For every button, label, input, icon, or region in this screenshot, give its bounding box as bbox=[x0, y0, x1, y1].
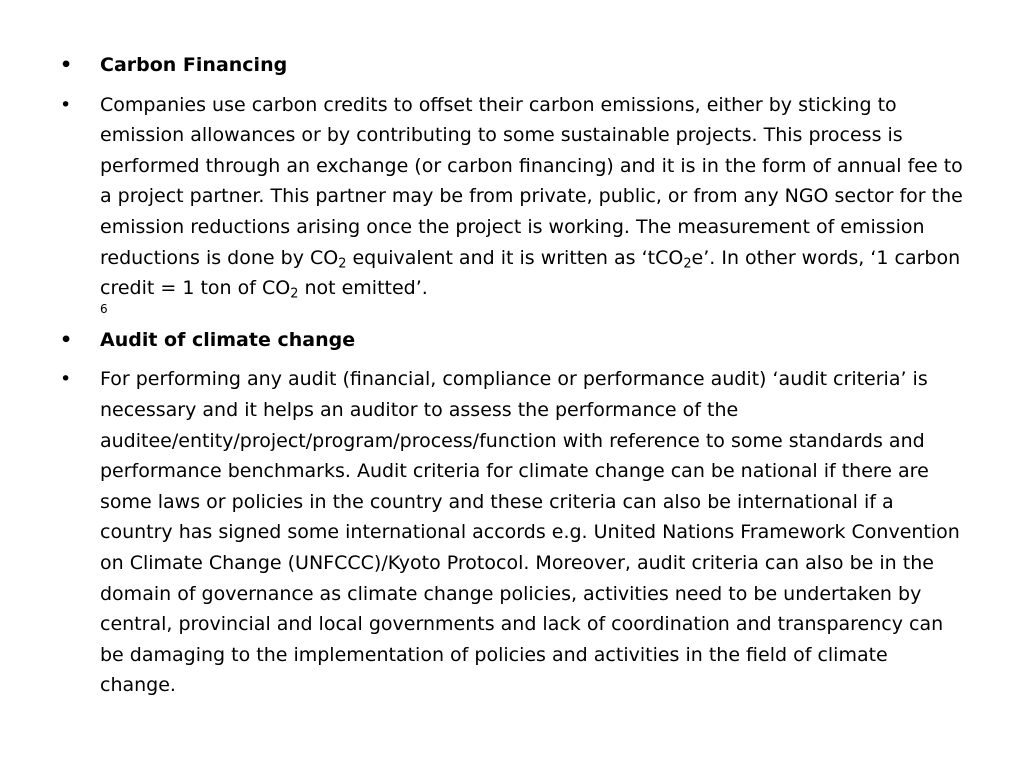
paragraph-text-part4: not emitted’. bbox=[298, 277, 428, 300]
paragraph-text-part1: Companies use carbon credits to offset their carbon emissions, either by sticking to emission allowances or by contributing to some sustainable projects. This process is performed through an exchange (or carbon financing) and it is in the form of annual fee to a project partner. This partner may be from private, public, or from any NGO sector for the emission reductions arising once the project is working. The measurement of emission reductions is done by CO bbox=[100, 93, 963, 269]
paragraph-text-part2: equivalent and it is written as ‘tCO bbox=[346, 246, 684, 269]
section-heading-carbon-financing bbox=[60, 50, 965, 81]
bullet-list bbox=[60, 50, 965, 701]
section-paragraph-carbon-financing bbox=[60, 90, 965, 316]
heading-text: Audit of climate change bbox=[100, 328, 356, 351]
section-paragraph-audit-of-climate-change bbox=[60, 364, 965, 701]
footnote-reference: 6 bbox=[100, 301, 108, 316]
paragraph-text-part3: e’. In other words, ‘1 carbon credit = 1 ton of CO bbox=[100, 246, 961, 300]
subscript-2: 2 bbox=[683, 256, 692, 272]
subscript-2: 2 bbox=[290, 286, 299, 302]
heading-text: Carbon Financing bbox=[100, 54, 288, 76]
section-heading-audit-of-climate-change bbox=[60, 325, 965, 356]
paragraph-text: For performing any audit (financial, compliance or performance audit) ‘audit criteria’ is necessary and it helps an auditor to assess the performance of the auditee/entity/project/program/process/function with reference to some standards and performance benchmarks. Audit criteria for climate change can be national if there are some laws or policies in the country and these criteria can also be international if a country has signed some international accords e.g. United Nations Framework Convention on Climate Change (UNFCCC)/Kyoto Protocol. Moreover, audit criteria can also be in the domain of governance as climate change policies, activities need to be undertaken by central, provincial and local governments and lack of coordination and transparency can be damaging to the implementation of policies and activities in the field of climate change. bbox=[100, 368, 960, 697]
subscript-2: 2 bbox=[338, 256, 347, 272]
